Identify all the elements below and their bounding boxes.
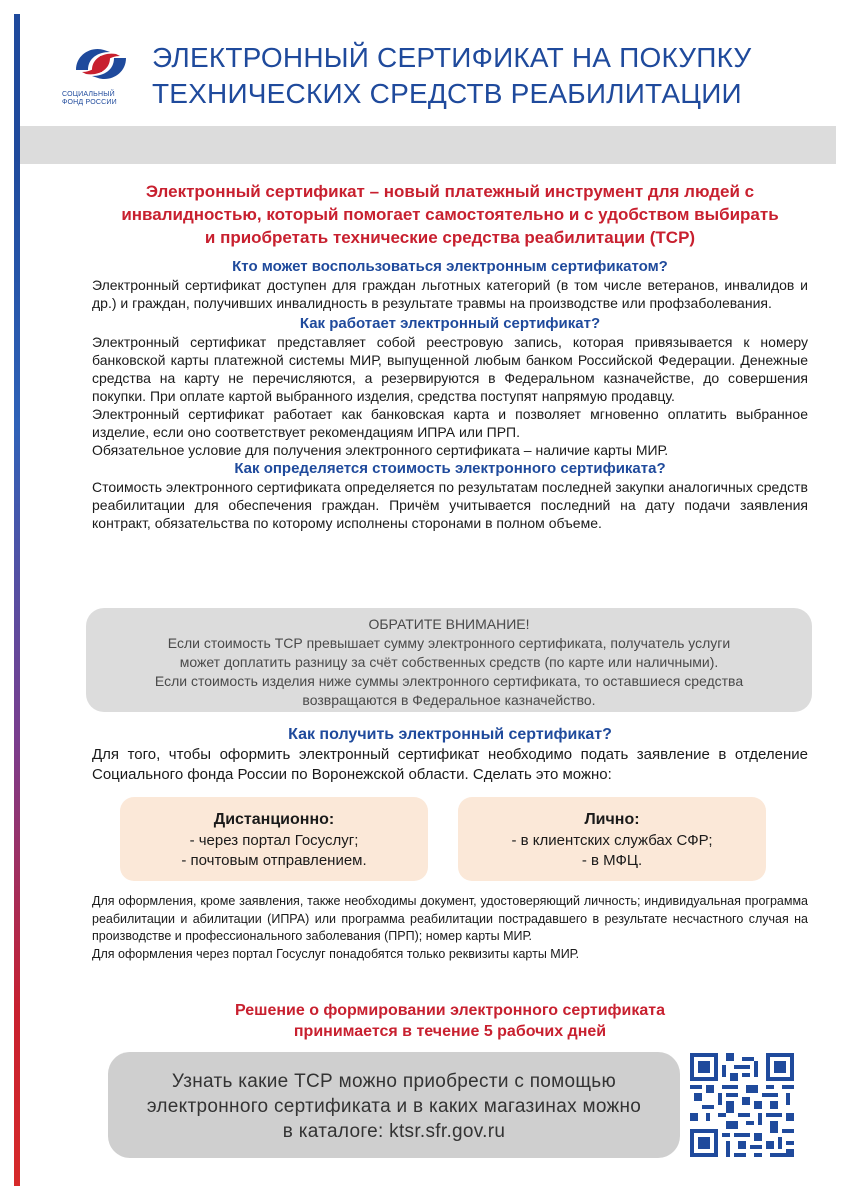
card-remote — [120, 797, 428, 881]
heading-get: Как получить электронный сертификат? — [288, 726, 612, 743]
card-person-title: Лично: — [584, 811, 640, 828]
card-person-line: - в МФЦ. — [581, 852, 643, 869]
decision-line: Решение о формировании электронного сертификата — [234, 1002, 666, 1019]
main-content — [92, 180, 808, 532]
documents-required — [92, 893, 808, 963]
section-get — [92, 724, 808, 785]
page-title — [152, 40, 812, 112]
notice-line: может доплатить разницу за счёт собственных средств (по карте или наличными). — [179, 654, 719, 670]
attention-notice — [86, 608, 812, 712]
lead-line: инвалидностью, который помогает самостоятельно и с удобством выбирать — [121, 205, 779, 224]
catalog-line: электронного сертификата и в каких магазинах можно — [146, 1096, 642, 1117]
card-in-person — [458, 797, 766, 881]
side-stripe-top — [14, 14, 20, 126]
paragraph-how-works-1: Электронный сертификат представляет собой реестровую запись, которая привязывается к номеру банковской карты платежной системы МИР, выпущенной любым банком Российской Федерации. Денежные средства на карту не перечисляются, а резервируются в Федеральном казначействе, до совершения покупки. При оплате картой выбранного изделия, средства поступят напрямую продавцу. — [92, 334, 808, 404]
paragraph-get: Для того, чтобы оформить электронный сертификат необходимо подать заявление в отделение Социального фонда России по Воронежской области. Сделать это можно: — [92, 746, 808, 783]
heading-cost: Как определяется стоимость электронного сертификата? — [234, 460, 666, 477]
page-title-line: ТЕХНИЧЕСКИХ СРЕДСТВ РЕАБИЛИТАЦИИ — [152, 78, 742, 109]
paragraph-cost: Стоимость электронного сертификата определяется по результатам последней закупки аналогичных средств реабилитации для обеспечения граждан. Причём учитывается последний на дату подачи заявления контракт, обязательства по которому исполнены сторонами в полном объеме. — [92, 479, 808, 531]
paragraph-who: Электронный сертификат доступен для граждан льготных категорий (в том числе ветеранов, инвалидов и др.) и граждан, получивших инвалидность в результате травмы на производстве или профзаболевания. — [92, 277, 808, 311]
logo-caption — [62, 91, 152, 107]
logo-caption-line: СОЦИАЛЬНЫЙ — [62, 91, 115, 98]
paragraph-how-works-2: Электронный сертификат работает как банковская карта и позволяет мгновенно оплатить выбранное изделие, если оно соответствует рекомендациям ИПРА или ПРП. — [92, 406, 808, 440]
catalog-box — [108, 1052, 680, 1158]
decision-statement — [92, 1000, 808, 1042]
card-remote-line: - почтовым отправлением. — [181, 852, 367, 869]
lead-line: и приобретать технические средства реабилитации (ТСР) — [204, 228, 696, 247]
notice-title: ОБРАТИТЕ ВНИМАНИЕ! — [368, 616, 530, 632]
lead-line: Электронный сертификат – новый платежный инструмент для людей с — [145, 182, 755, 201]
decision-line: принимается в течение 5 рабочих дней — [293, 1023, 607, 1040]
page-title-line: ЭЛЕКТРОННЫЙ СЕРТИФИКАТ НА ПОКУПКУ — [152, 42, 752, 73]
heading-how-works: Как работает электронный сертификат? — [299, 315, 601, 332]
card-remote-line: - через портал Госуслуг; — [189, 832, 359, 849]
catalog-line: Узнать какие ТСР можно приобрести с помощью — [171, 1071, 617, 1092]
catalog-link-line[interactable]: в каталоге: ktsr.sfr.gov.ru — [282, 1121, 506, 1142]
lead-statement — [92, 180, 808, 249]
paragraph-how-works-3: Обязательное условие для получения электронного сертификата – наличие карты МИР. — [92, 442, 669, 458]
heading-who: Кто может воспользоваться электронным сертификатом? — [232, 258, 668, 275]
documents-paragraph-1: Для оформления, кроме заявления, также необходимы документ, удостоверяющий личность; индивидуальная программа реабилитации и абилитации (ИПРА) или программа реабилитации пострадавшего в результате несчастного случая на производстве и профессионального заболевания (ПРП); номер карты МИР. — [92, 894, 808, 943]
card-person-line: - в клиентских службах СФР; — [511, 832, 713, 849]
notice-line: возвращаются в Федеральное казначейство. — [302, 692, 596, 708]
qr-code-icon[interactable] — [690, 1053, 794, 1157]
notice-line: Если стоимость изделия ниже суммы электронного сертификата, то оставшиеся средства — [154, 673, 744, 689]
side-gradient-stripe — [14, 14, 20, 1186]
card-remote-title: Дистанционно: — [213, 811, 335, 828]
logo-caption-line: ФОНД РОССИИ — [62, 99, 117, 106]
documents-paragraph-2: Для оформления через портал Госуслуг понадобятся только реквизиты карты МИР. — [92, 946, 580, 961]
header-divider-band — [20, 126, 836, 164]
notice-line: Если стоимость ТСР превышает сумму электронного сертификата, получатель услуги — [167, 635, 731, 651]
